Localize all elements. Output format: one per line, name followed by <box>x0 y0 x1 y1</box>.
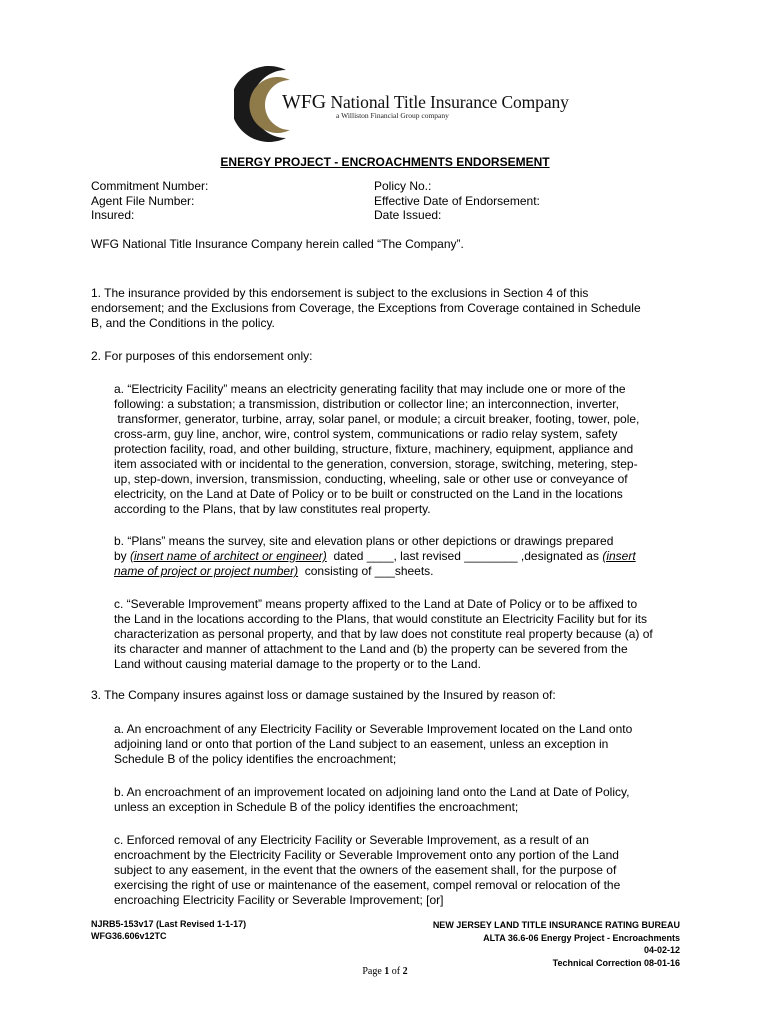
paragraph-3: 3. The Company insures against loss or damage sustained by the Insured by reason of: <box>91 688 556 702</box>
paragraph-3c: c. Enforced removal of any Electricity Facility or Severable Improvement, as a result of an encroachment by the Electricity Facility or Severable Improvement onto any portion of the Land subject to any easement, in the event that the owners of the easement shall, for the purpose of exercising the right of use or maintenance of the easement, compel removal or relocation of the encroaching Electricity Facility or Severable Improvement; [or] <box>114 833 621 907</box>
effective-date-label: Effective Date of Endorsement: <box>374 193 540 208</box>
commitment-number-label: Commitment Number: <box>91 179 209 193</box>
policy-no-label: Policy No.: <box>374 179 432 193</box>
paragraph-2c: c. “Severable Improvement” means property affixed to the Land at Date of Policy or to be affixed to the Land in the locations according to the Plans, that would constitute an Electricity Facility but for its characterization as personal property, and that by law does not constitute real property because (a) of its character and manner of attachment to the Land and (b) the property can be severed from the Land without causing material damage to the property or to the Land. <box>114 597 653 671</box>
project-placeholder-start: (insert <box>602 549 636 563</box>
bureau-name: NEW JERSEY LAND TITLE INSURANCE RATING BUREAU <box>432 920 680 930</box>
fields-left <box>91 179 208 223</box>
document-title: ENERGY PROJECT - ENCROACHMENTS ENDORSEMENT <box>220 155 550 169</box>
insured-label: Insured: <box>91 208 135 222</box>
alta-form-name: ALTA 36.6-06 Energy Project - Encroachments <box>483 932 680 943</box>
logo-initials: WFG <box>282 91 327 113</box>
form-number: NJRB5-153v17 (Last Revised 1-1-17) <box>91 919 247 929</box>
technical-correction: Technical Correction 08-01-16 <box>552 957 680 968</box>
page-number: Page 1 of 2 <box>362 966 408 977</box>
paragraph-2: 2. For purposes of this endorsement only: <box>91 349 313 363</box>
paragraph-3b: b. An encroachment of an improvement located on adjoining land onto the Land at Date of Policy, unless an exception in Schedule B of the policy identifies the encroachment; <box>114 785 630 814</box>
fields-right <box>374 179 540 223</box>
agent-file-number-label: Agent File Number: <box>91 193 195 208</box>
logo-company-name: National Title Insurance Company <box>330 92 569 112</box>
paragraph-3a: a. An encroachment of any Electricity Facility or Severable Improvement located on the Land onto adjoining land or onto that portion of the Land subject to an easement, unless an exception in Schedule B of the policy identifies the encroachment; <box>114 722 633 766</box>
wfg-form-number: WFG36.606v12TC <box>91 930 167 941</box>
paragraph-2b: b. “Plans” means the survey, site and elevation plans or other depictions or drawings prepared by (insert name of architect or engineer) dated ____, last revised ________ ,designated as (insert name of project or project number) consisting of ___sheets. <box>114 534 636 578</box>
date-issued-label: Date Issued: <box>374 208 442 222</box>
paragraph-2a: a. “Electricity Facility” means an electricity generating facility that may include one or more of the following: a substation; a transmission, distribution or collector line; an interconnection, inverter, transformer, generator, turbine, array, solar panel, or module; a circuit breaker, footing, tower, pole, cross-arm, guy line, anchor, wire, control system, communications or radio relay system, safety protection facility, road, and other building, structure, fixture, machinery, equipment, appliance and item associated with or incidental to the generation, conversion, storage, switching, metering, step- up, step-down, inversion, transmission, conducting, wheeling, sale or other use or conveyance of electricity, on the Land at Date of Policy or to be built or constructed on the Land in the locations according to the Plans, that by law constitutes real property. <box>114 382 640 516</box>
company-logo <box>234 64 569 144</box>
form-date: 04-02-12 <box>643 945 680 955</box>
footer-bureau <box>433 919 680 969</box>
architect-placeholder: (insert name of architect or engineer) <box>130 549 327 563</box>
paragraph-1: 1. The insurance provided by this endorsement is subject to the exclusions in Section 4 of this endorsement; and the Exclusions from Coverage, the Exceptions from Coverage contained in Schedule B, and the Conditions in the policy. <box>91 286 641 330</box>
logo-tagline: a Williston Financial Group company <box>336 111 449 120</box>
project-placeholder-end: name of project or project number) <box>114 564 299 578</box>
footer-form-ids <box>91 919 246 942</box>
intro-paragraph: WFG National Title Insurance Company herein called “The Company”. <box>91 237 464 251</box>
